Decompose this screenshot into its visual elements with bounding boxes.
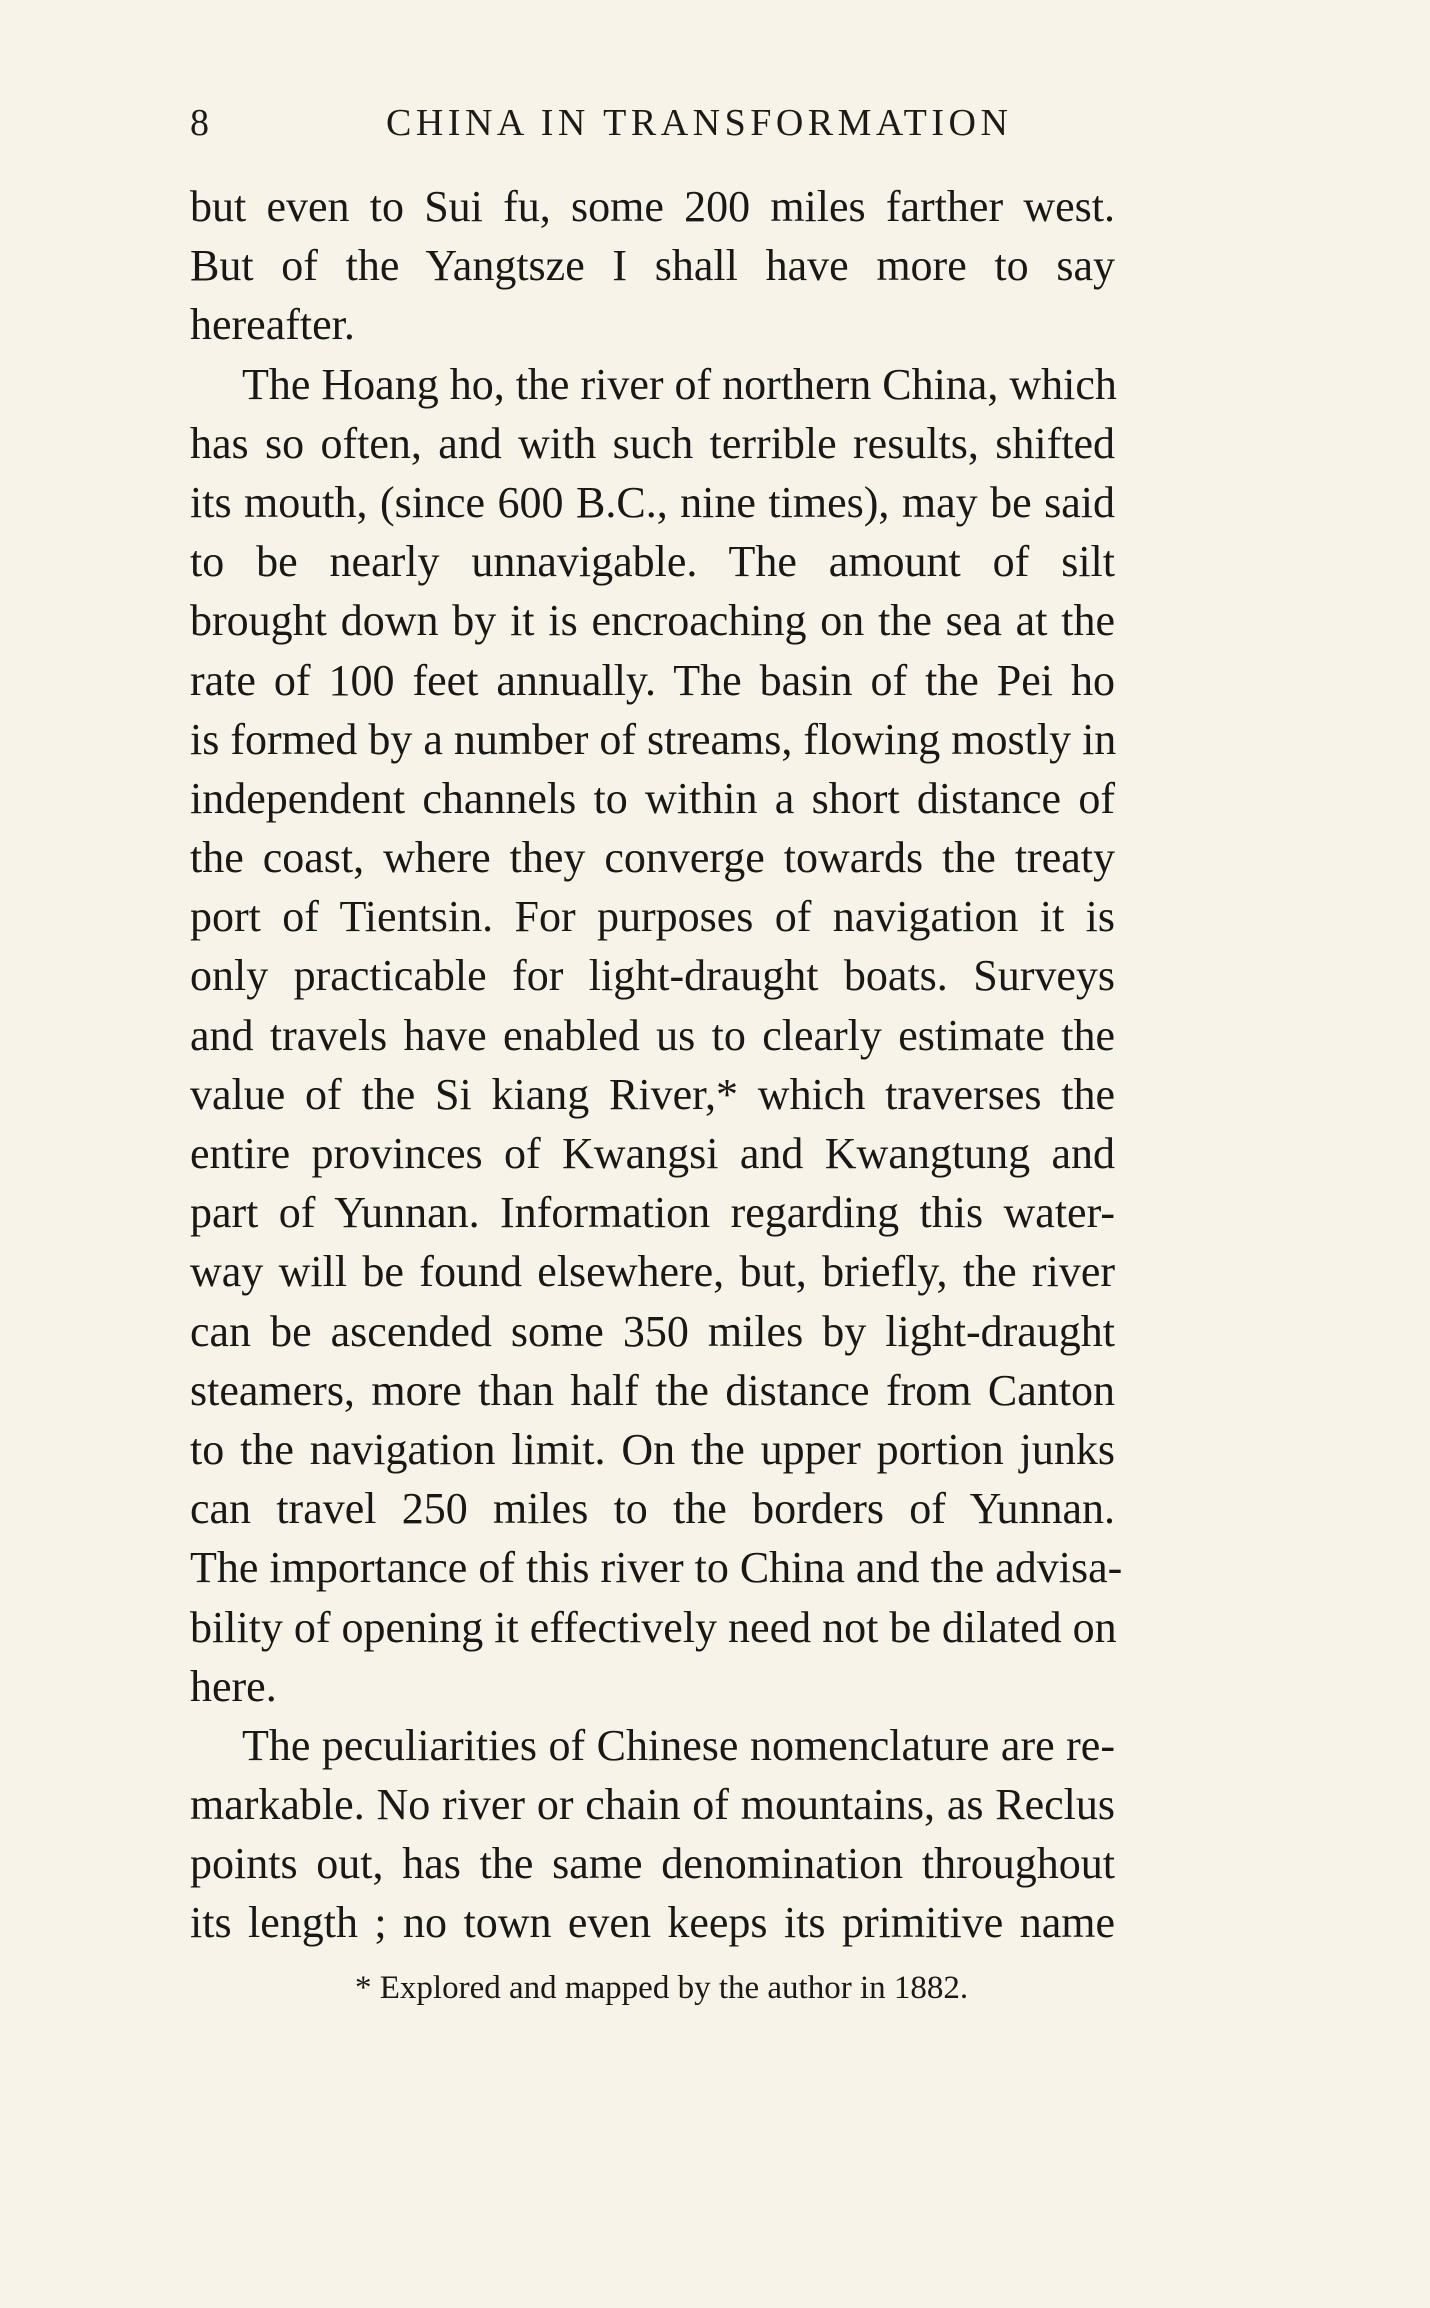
text-line: its mouth, (since 600 B.C., nine times), may be said <box>190 477 1115 527</box>
text-line: value of the Si kiang River,* which traverses the <box>190 1069 1115 1119</box>
text-line: bility of opening it effectively need not be dilated on <box>190 1602 1117 1652</box>
running-title: CHINA IN TRANSFORMATION <box>386 102 1013 144</box>
page-number: 8 <box>190 102 213 144</box>
text-line: The importance of this river to China and the advisa- <box>190 1543 1123 1593</box>
text-line: here. <box>190 1661 277 1711</box>
footnote: * Explored and mapped by the author in 1882. <box>355 1970 969 2006</box>
text-line: only practicable for light-draught boats. Surveys <box>190 951 1115 1001</box>
text-line: has so often, and with such terrible results, shifted <box>190 418 1115 468</box>
text-line: to be nearly unnavigable. The amount of silt <box>190 537 1115 587</box>
text-line: is formed by a number of streams, flowing mostly in <box>190 714 1117 764</box>
text-line: way will be found elsewhere, but, briefly, the river <box>190 1247 1115 1297</box>
text-line: points out, has the same denomination throughout <box>190 1839 1115 1889</box>
text-line: markable. No river or chain of mountains, as Reclus <box>190 1780 1115 1830</box>
text-line: the coast, where they converge towards the treaty <box>190 833 1115 883</box>
text-line: can be ascended some 350 miles by light-draught <box>190 1306 1115 1356</box>
text-line: and travels have enabled us to clearly estimate the <box>190 1010 1115 1060</box>
text-line: rate of 100 feet annually. The basin of the Pei ho <box>190 655 1115 705</box>
text-line: port of Tientsin. For purposes of navigation it is <box>190 892 1115 942</box>
text-line: steamers, more than half the distance from Canton <box>190 1365 1115 1415</box>
text-line: to the navigation limit. On the upper portion junks <box>190 1424 1115 1474</box>
text-line: The Hoang ho, the river of northern China, which <box>242 359 1117 409</box>
text-line: its length ; no town even keeps its primitive name <box>190 1898 1115 1948</box>
text-line: entire provinces of Kwangsi and Kwangtung and <box>190 1129 1115 1178</box>
text-line: but even to Sui fu, some 200 miles farther west. <box>190 182 1115 231</box>
text-line: hereafter. <box>190 300 355 350</box>
text-line: brought down by it is encroaching on the sea at the <box>190 596 1115 646</box>
running-header <box>190 98 1115 148</box>
text-line: can travel 250 miles to the borders of Yunnan. <box>190 1484 1115 1534</box>
text-line: The peculiarities of Chinese nomenclature are re- <box>242 1720 1115 1770</box>
text-line: independent channels to within a short distance of <box>190 773 1115 823</box>
text-line: But of the Yangtsze I shall have more to say <box>190 241 1115 291</box>
body-text <box>190 177 1123 1953</box>
text-line: part of Yunnan. Information regarding this water- <box>190 1188 1115 1238</box>
